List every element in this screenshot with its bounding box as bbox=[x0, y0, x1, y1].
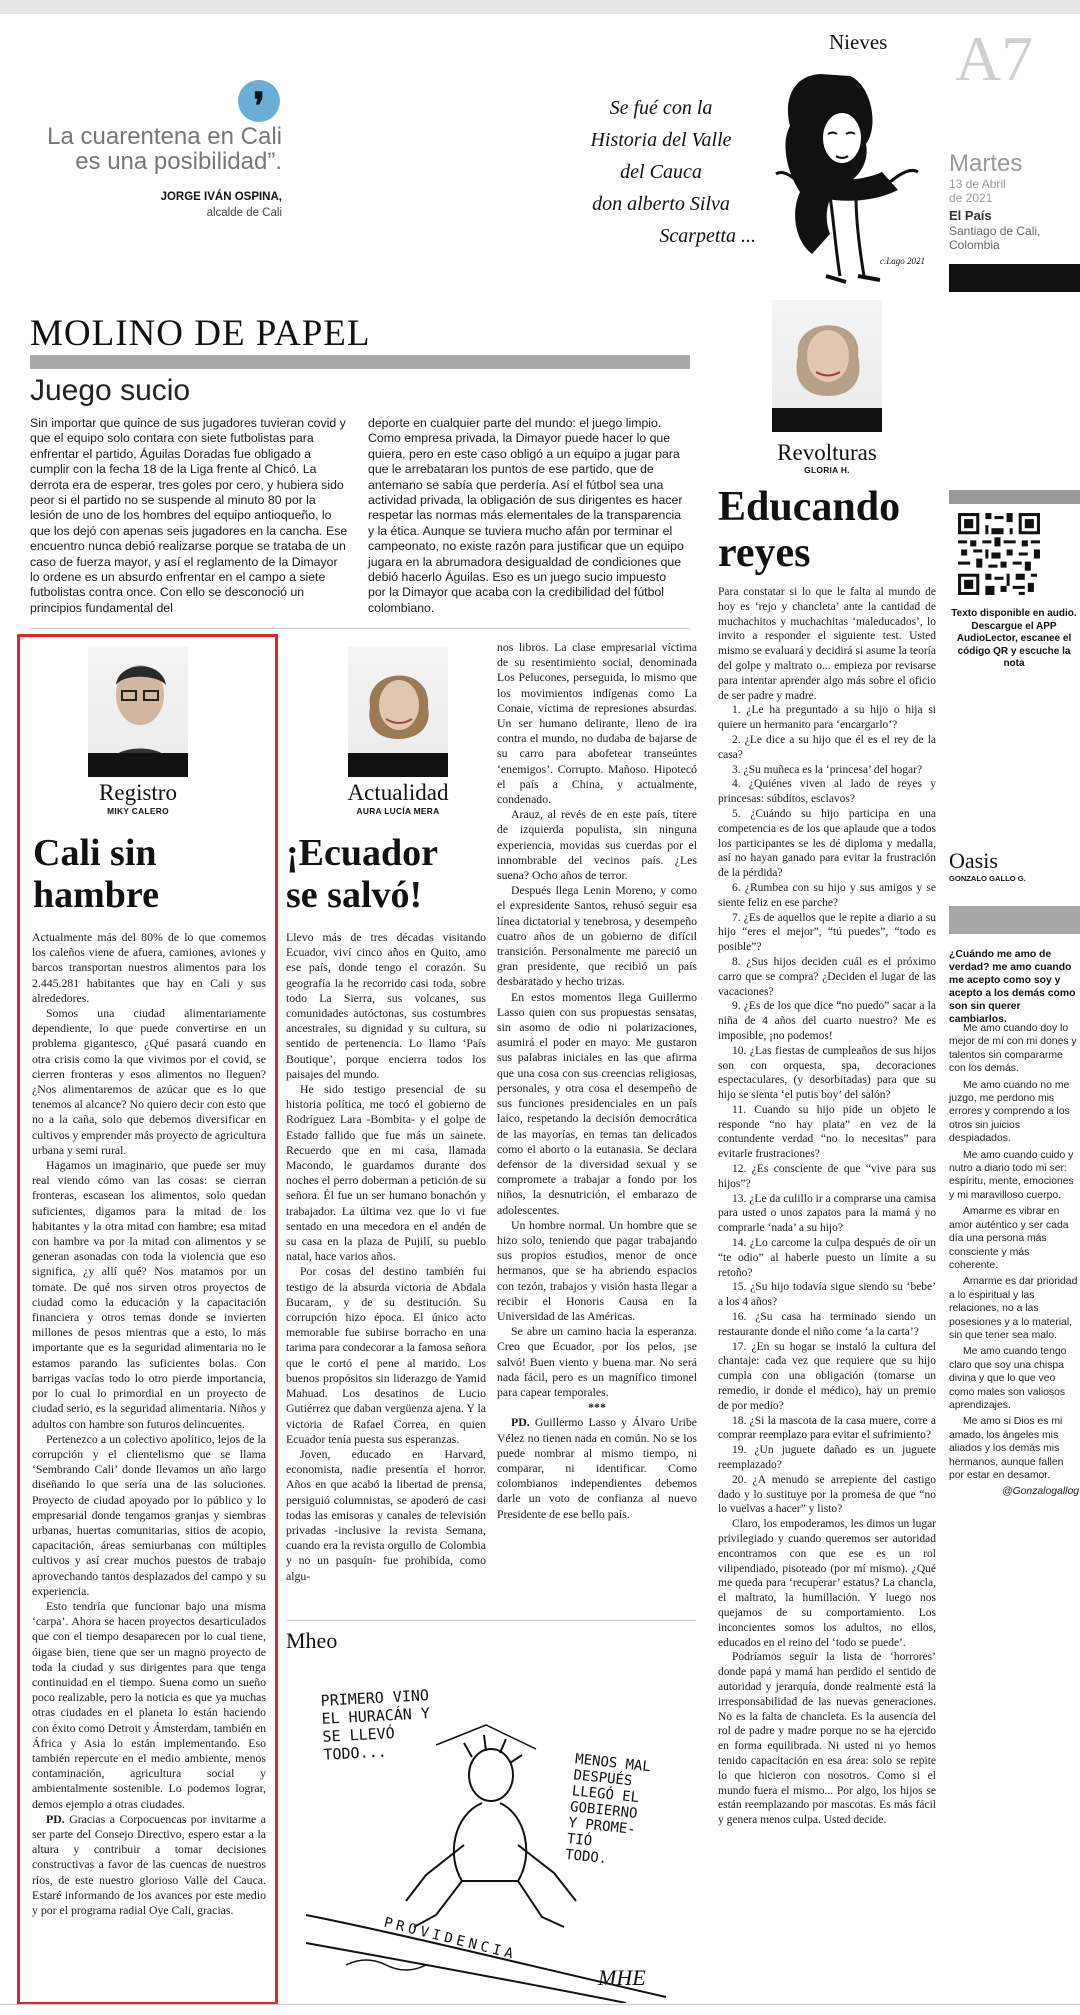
nieves-signature: c.Lago 2021 bbox=[880, 256, 925, 266]
revolturas-question: 14. ¿Lo carcome la culpa después de oír un “te odio” al haberle puesto un límite a su retoño? bbox=[718, 1237, 936, 1279]
oasis-paragraph: Amarme es dar prioridad a lo espiritual y las relaciones, no a las posesiones y a lo material, sin que tener sea malo. bbox=[949, 1276, 1078, 1341]
actualidad-column-name: Actualidad bbox=[347, 780, 449, 805]
registro-photo-bar bbox=[88, 753, 188, 777]
revolturas-question: 12. ¿Es consciente de que “vive para sus hijos”? bbox=[718, 1163, 936, 1190]
section-tag: Nieves bbox=[829, 30, 888, 54]
registro-body bbox=[32, 930, 266, 1918]
oasis-paragraph: Me amo cuando doy lo mejor de mí con mi dones y talentos sin compararme con los demás. bbox=[949, 1023, 1077, 1075]
oasis-paragraph: Me amo cuando cuido y nutro a diario todo mi ser: espíritu, mente, emociones y mi maravilloso cuerpo. bbox=[949, 1149, 1074, 1201]
actualidad-title-line: ¡Ecuador bbox=[286, 832, 438, 874]
actualidad-paragraph: Se abre un camino hacia la esperanza. Creo que Ecuador, por los pelos, ¡se salvó! Buen viento y buena mar. No será nada fácil, pero es un magnífico timonel para capear temporales. bbox=[497, 1324, 697, 1399]
revolturas-photo-bar bbox=[772, 408, 882, 432]
nieves-cartoon-text bbox=[556, 92, 766, 252]
revolturas-question: 6. ¿Rumbea con su hijo y sus amigos y se siente feliz en ese parche? bbox=[718, 881, 936, 909]
revolturas-question: 8. ¿Sus hijos deciden cuál es el próximo carro que se compra? ¿Deciden el lugar de las vacaciones? bbox=[718, 955, 936, 998]
revolturas-question: 16. ¿Su casa ha terminado siendo un restaurante donde el niño come ‘a la carta’? bbox=[718, 1311, 936, 1338]
actualidad-pd bbox=[497, 1415, 697, 1521]
revolturas-question: 1. ¿Le ha preguntado a su hijo o hija si quiere un hermanito para ‘encargarlo’? bbox=[718, 704, 936, 732]
revolturas-question: 10. ¿Las fiestas de cumpleaños de sus hijos son con orquesta, spa, decoraciones espectaculares, (y desorbitadas) para que su hijo se sienta ‘el putis boy’ del salón? bbox=[718, 1044, 936, 1102]
quote-author: JORGE IVÁN OSPINA, bbox=[160, 191, 282, 203]
actualidad-column-1 bbox=[286, 930, 486, 1584]
revolturas-title-line: reyes bbox=[718, 530, 811, 576]
actualidad-title bbox=[286, 832, 438, 916]
revolturas-author: GLORIA H. bbox=[804, 465, 850, 475]
qr-top-bar bbox=[949, 490, 1080, 504]
molino-column-1: Sin importar que quince de sus jugadores tuvieran covid y que el equipo solo contara con siete futbolistas para enfrentar el partido, Águilas Doradas fue obligado a cumplir con la fecha 18 de la Liga frente al Chicó. La derrota era de esperar, tres goles por cero, y hubiera sido peor si el partido no se suspende al minuto 80 por la lesión de uno de los hombres del equipo antioqueño, lo que los dejó con apenas seis jugadores en la cancha. Ese encuentro nunca debió realizarse porque se trataba de un caso de fuerza mayor, y así el reglamento de la Dimayor lo ordene es un absurdo enfrentar en el campo a siete futbolistas contra once. Con ello se desconoció un principios fundamental del bbox=[30, 416, 348, 615]
revolturas-paragraph: Claro, los empoderamos, les dimos un lugar privilegiado y cuando queremos ser autoridad encontramos con que ese es un rol vilipendiado, pisoteado (por mí mismo). ¿Qué me queda para ‘recuperar’ estatus? La chancla, el maltrato, la humillación. Y luego nos quejamos de su comportamiento. Los inconcientes somos los adultos, no ellos, educados en el reino del ‘todo se puede’. bbox=[718, 1518, 936, 1649]
oasis-lead: ¿Cuándo me amo de verdad? me amo cuando me acepto como soy y acepto a los demás como son sin querer cambiarlos. bbox=[949, 949, 1076, 1025]
top-strip bbox=[0, 0, 1080, 14]
molino-column-name: MOLINO DE PAPEL bbox=[30, 313, 371, 354]
nieves-line: don alberto Silva bbox=[592, 193, 730, 215]
nieves-line: Scarpetta ... bbox=[659, 225, 756, 247]
date-weekday: Martes bbox=[949, 150, 1023, 177]
revolturas-question: 9. ¿Es de los que dice “no puedo” sacar a la niña de 4 años del cuarto nuestro? Me es imposible, ¡no podemos! bbox=[718, 1000, 936, 1042]
actualidad-pd-label: PD. bbox=[511, 1415, 530, 1430]
registro-author: MIKY CALERO bbox=[107, 806, 169, 816]
revolturas-question: 2. ¿Le dice a su hijo que él es el rey de la casa? bbox=[718, 733, 936, 761]
date-day bbox=[949, 177, 1006, 205]
qr-code-icon[interactable] bbox=[955, 510, 1043, 598]
revolturas-paragraph: Para constatar si lo que le falta al mundo de hoy es ‘rejo y chancleta’ ante la cantidad de muchachitos y muchachitas ‘maleducados’, lo invito a responder el siguiente test. Usted mismo se evaluará y decidirá si asume la teoría del golpe y maltrato o... empieza por revisarse para intentar aprender algo más sobre el oficio de ser padre y madre. bbox=[718, 586, 936, 702]
qr-caption: Texto disponible en audio. Descargue el APP AudioLector, escanee el código QR y escuche la nota bbox=[951, 608, 1077, 669]
oasis-column-name: Oasis bbox=[949, 848, 998, 873]
nieves-line: Se fué con la bbox=[609, 97, 713, 119]
revolturas-body bbox=[718, 585, 936, 1828]
registro-title-line: Cali sin bbox=[33, 832, 157, 874]
registro-title bbox=[33, 832, 159, 916]
nieves-line: Historia del Valle bbox=[590, 129, 732, 151]
revolturas-question: 7. ¿Es de aquellos que le repite a diario a su hijo “eres el mejor”, “tú puedes”, “todo es posible”? bbox=[718, 911, 936, 954]
actualidad-column-2 bbox=[497, 640, 697, 1522]
oasis-grey-bar bbox=[949, 906, 1080, 934]
oasis-body bbox=[949, 1022, 1079, 1499]
registro-pd bbox=[32, 1812, 266, 1918]
actualidad-title-line: se salvó! bbox=[286, 874, 423, 916]
registro-pd-label: PD. bbox=[46, 1811, 65, 1826]
actualidad-paragraph: Arauz, al revés de en este país, títere de izquierda populista, sin ninguna experiencia, movidas sus cuerdas por el innombrable del vecinos país. ¿Les suena? Ocho años de terror. bbox=[497, 807, 697, 883]
revolturas-question: 20. ¿A menudo se arrepiente del castigo dado y lo sustituye por la promesa de que “no lo vuelvas a hacer” y listo? bbox=[718, 1473, 936, 1516]
mheo-cartoon bbox=[286, 1665, 696, 2003]
actualidad-paragraph: En estos momentos llega Guillermo Lasso quien con sus propuestas sensatas, sin asomo de odio ni polarizaciones, asumirá el poder en mayo. Me gustaron sus palabras iniciales en las que afirma que una cosa con sus creencias religiosas, personales, y otra cosa el desempeño de sus funciones presidenciales en un país laico, respetando la decisión democrática de las mayorías, en temas tan delicados como el aborto o la eutanasia. Se declara defensor de la diversidad sexual y se compromete a trabajar a fondo por los niños, la desnutrición, el embarazo de adolescentes. bbox=[497, 989, 697, 1217]
registro-paragraph: Hagamos un imaginario, que puede ser muy real viendo cómo van las cosas: se cierran fronteras, escasean los alimentos, solo quedan suficientes, digamos para la mitad de los habitantes y la otra mitad con hambre; esa mitad con hambre va por la mitad con alimentos y se generan asonadas con toda la violencia que eso significa, ¿y allí qué? Nos matamos por un tomate. De qué nos sirven otros proyectos de ciudad como la educación y la capacitación financiera y otros temas donde se invierten millones de pesos mientras que a esto, lo más importante que es la seguridad alimentaria no le estamos parando las suficientes bolas. Con barrigas vacías todo lo otro pierde importancia, por lo cual lo primordial en un proyecto de ciudad serio, es la seguridad alimentaria. Niños y adultos con hambre son futuros delincuentes. bbox=[32, 1158, 266, 1431]
revolturas-question: 18. ¿Si la mascota de la casa muere, corre a comprar reemplazo para evitar el sufrimiento? bbox=[718, 1414, 936, 1442]
molino-title: Juego sucio bbox=[30, 374, 191, 407]
revolturas-title bbox=[718, 484, 900, 576]
registro-paragraph: Pertenezco a un colectivo apolítico, lejos de la corrupción y el clientelismo que se llama ‘Sembrando Cali’ donde llevamos un año largo diseñando lo que sería una de las soluciones. Proyecto de ciudad apoyado por lo público y lo empresarial donde tengamos granjas y siembras urbanas, huertas comunitarias, sitios de acopio, capacitación, áreas semiurbanas con múltiples cultivos y así crear muchos puestos de trabajo aprovechando tantos desplazados del campo y su experiencia. bbox=[32, 1431, 266, 1598]
revolturas-question: 4. ¿Quiénes viven al lado de reyes y princesas: súbditos, esclavos? bbox=[718, 778, 936, 806]
molino-bottom-rule bbox=[30, 628, 690, 629]
quote-line-1: La cuarentena en Cali bbox=[47, 123, 282, 150]
actualidad-paragraph: Después llega Lenin Moreno, y como el expresidente Santos, rehusó seguir esa línea dictatorial y tenebrosa, y desempeño cuatro años de un gobierno de difícil transición. Personalmente me pareció un gran presidente, que recibió un país desbaratado y hecho trizas. bbox=[497, 883, 697, 989]
quote-line-2: es una posibilidad”. bbox=[75, 148, 282, 175]
actualidad-paragraph: Joven, educado en Harvard, economista, nadie presentía el horror. Años en que acabó la libertad de prensa, persiguió columnistas, se apoderó de casi todas las emisoras y canales de televisión privadas -inclusive la revista Semana, cuando era la revista orgullo de Colombia y no un pasquín- fue prohibida, como algu- bbox=[286, 1446, 486, 1583]
registro-title-line: hambre bbox=[33, 874, 159, 916]
oasis-author: GONZALO GALLO G. bbox=[949, 874, 1026, 883]
actualidad-paragraph: nos libros. La clase empresarial víctima de su resentimiento social, denominada Los Pelucones, perseguida, lo mismo que los movimientos indígenas como La Conaie, víctima de represiones absurdas. Un ser humano delirante, lleno de ira contra el mundo, no dudaba de bajarse de su carro para abofetear transeúntes ‘enemigos’. Corrupto. Mañoso. Hipotecó el país a China, y actualmente, condenado. bbox=[497, 640, 697, 807]
quote-icon: ❜ bbox=[238, 80, 280, 122]
revolturas-question: 3. ¿Su muñeca es la ‘princesa’ del hogar? bbox=[732, 763, 923, 776]
revolturas-column-name: Revolturas bbox=[777, 440, 877, 465]
revolturas-question: 5. ¿Cuándo su hijo participa en una competencia es de los que aplaude que a todos los participantes se les dé diploma y medalla, así no hayan ganado para evitar la frustración de la pérdida? bbox=[718, 807, 936, 880]
actualidad-author: AURA LUCÍA MERA bbox=[356, 806, 440, 816]
actualidad-paragraph: He sido testigo presencial de su historia política, me tocó el gobierno de Rodríguez Lara -Bombita- y el golpe de Estado fallido que fue más un sainete. Recuerdo que en mi casa, llamada Macondo, le guardamos durante dos noches el perro doberman a petición de su señora. Él fue un ser humano bonachón y trabajador. La última vez que lo vi fue sentado en una mecedora en el andén de su casa en la plaza de Pujilí, su pueblo natal, hace varios años. bbox=[286, 1082, 486, 1264]
revolturas-paragraph: Podríamos seguir la lista de ‘horrores’ donde papá y mamá han perdido el sentido de autoridad y jerarquía, donde realmente está la irresponsabilidad de las nuevas generaciones. No es la falta de chancleta. Es la ausencia del rol de padre y madre porque no se ha ejercido en forma equilibrada. Ni usted ni yo hemos tenido capacitación en esa área: solo se repite lo que hicieron con nosotros. Como si el mundo fuera el mismo... Por algo, los hijos se están reemplazando por mascotas. Es más fácil y genera menos culpa. Usted decide. bbox=[718, 1651, 936, 1827]
molino-grey-bar bbox=[30, 355, 690, 369]
location bbox=[949, 224, 1040, 252]
oasis-paragraph: Me amo cuando tengo claro que soy una chispa divina y que lo que veo como males son valiosos aprendizajes. bbox=[949, 1346, 1067, 1411]
mheo-label: Mheo bbox=[286, 1628, 338, 1653]
actualidad-pd-text: Guillermo Lasso y Álvaro Uribe Vélez no tienen nada en común. No se los puede nombrar al mismo tiempo, ni comparar, ni identificar. Como colombianos independientes debemos darle un voto de confianza al nuevo Presidente de ese bello país. bbox=[497, 1415, 697, 1521]
mheo-top-rule bbox=[286, 1620, 696, 1621]
molino-column-2: deporte en cualquier parte del mundo: el juego limpio. Como empresa privada, la Dimayor puede hacer lo que quiera, pero en este caso obligó a un equipo a jugar para que le arrebataran los puntos de ese partido, que de antemano se sabía que perdería. Así el fútbol sea una actividad privada, la obligación de sus dirigentes es hacer respetar las normas más elementales de la transparencia y la ética. Aunque se tuviera mucho afán por terminar el campeonato, no existe razón para justificar que un equipo jugara en la abrumadora desigualdad de condiciones que debió hacerlo Águilas. Eso es un juego sucio impuesto por la Dimayor que acaba con la credibilidad del fútbol colombiano. bbox=[368, 416, 684, 615]
mheo-banner: PROVIDENCIA bbox=[382, 1914, 519, 1964]
revolturas-title-line: Educando bbox=[718, 484, 901, 530]
header-dark-bar bbox=[949, 264, 1080, 292]
revolturas-question: 17. ¿En su hogar se instaló la cultura del chantaje: cada vez que requiere que su hijo cumpla con una obligación (tomarse un remedio, ir donde el médico), hay un premio de por medio? bbox=[718, 1340, 936, 1412]
actualidad-paragraph: Un hombre normal. Un hombre que se hizo solo, teniendo que pagar trabajando sus propios estudios, menor de once hermanos, que se ha abriendo espacios con tezón, trabajos y visión hasta llegar a recibir el Honoris Causa en la Universidad de las Américas. bbox=[497, 1217, 697, 1323]
date-day-month: 13 de Abril bbox=[949, 177, 1006, 191]
nieves-line: del Cauca bbox=[620, 161, 702, 183]
registro-pd-text: Gracias a Corpocuencas por invitarme a ser parte del Consejo Directivo, espero estar a la altura y contribuir a tomar decisiones constructivas a favor de las cuencas de nuestros ríos, de este nuestro glorioso Valle del Cauca. Estaré informando de los avances por este medio y por el programa radial Oye Cali, gracias. bbox=[32, 1811, 266, 1917]
revolturas-question: 13. ¿Le da culillo ir a comprarse una camisa para usted o unos zapatos para la mamá y no comprarle ‘nada’ a su hijo? bbox=[718, 1192, 936, 1235]
mheo-bubble-2: MENOS MAL DESPUÉS LLEGÓ EL GOBIERNO Y PROME- TIÓ TODO. bbox=[564, 1751, 652, 1868]
mheo-bubble-1: PRIMERO VINO EL HURACÁN Y SE LLEVÓ TODO... bbox=[320, 1686, 431, 1764]
registro-paragraph: Actualmente más del 80% de lo que comemos los caleños viene de afuera, camiones, aviones y barcos transportan nuestros alimentos para los 2.445.281 habitantes que hay en Cali y sus alrededores. bbox=[32, 930, 266, 1005]
registro-paragraph: Esto tendría que funcionar bajo una misma ‘carpa’. Ahora se hacen proyectos desarticulados que con el tiempo desaparecen por lo cual tiene, óigase bien, tiene que ser un magno proyecto de toda la ciudad y sus dirigentes para que tenga continuidad en el tiempo. Suena como un sueño poco realizable, pero la noticia es que ya muchas otras ciudades en el planeta lo están haciendo con éxito como Detroit y Ámsterdam, también en África y Asia lo están implementando. Eso también repercute en el medio ambiente, menos contaminación, agricultura social y ambientalmente sostenible. Lo podemos lograr, demos ejemplo a otras ciudades. bbox=[32, 1598, 266, 1811]
revolturas-question: 11. Cuando su hijo pide un objeto le responde “no hay plata” en vez de la contundente verdad “no lo necesitas” para evitarle frustraciones? bbox=[718, 1103, 936, 1161]
revolturas-question: 19. ¿Un juguete dañado es un juguete reemplazado? bbox=[718, 1444, 936, 1472]
registro-column-name: Registro bbox=[99, 780, 177, 805]
quote-text bbox=[30, 124, 282, 174]
location-city: Santiago de Cali, bbox=[949, 224, 1041, 238]
revolturas-question: 15. ¿Su hijo todavía sigue siendo su ‘bebe’ a los 4 años? bbox=[718, 1281, 936, 1309]
oasis-handle: @Gonzalogallog bbox=[1002, 1486, 1079, 1498]
page-number: A7 bbox=[955, 23, 1034, 94]
date-year: de 2021 bbox=[949, 191, 993, 205]
actualidad-photo-bar bbox=[348, 753, 448, 777]
actualidad-paragraph: Llevo más de tres décadas visitando Ecuador, viví cinco años en Quito, amo ese país, donde tengo el corazón. Su geografía la he recorrido casi toda, sobre todo La Sierra, sus volcanes, sus comunidades autóctonas, sus costumbres ancestrales, su dignidad y su cultura, su sentido de pertenencia. Lo llamo ‘País Boutique’, porque encierra todos los paisajes del mundo. bbox=[286, 930, 486, 1081]
actualidad-paragraph: Por cosas del destino también fui testigo de la absurda victoria de Abdala Bucaram, y de su destitución. Su corrupción hizo época. El único acto memorable fue subirse borracho en una tarima para condecorar a la famosa señora que le cortó el pene al marido. Los buenos propósitos sin liderazgo de Yamid Mahuad. Los desatinos de Lucio Gutiérrez que daban vergüenza ajena. Y la victoria de Rafael Correa, en quien Ecuador tenía puesta sus esperanzas. bbox=[286, 1264, 486, 1446]
oasis-paragraph: Me amo si Dios es mi amado, los ángeles mis aliados y los demás mis hermanos, aunque fallen por estar en desamor. bbox=[949, 1416, 1064, 1481]
mheo-signature: MHE bbox=[598, 1965, 646, 1990]
newspaper-name: El País bbox=[949, 208, 992, 223]
quote-author-role: alcalde de Cali bbox=[206, 207, 282, 219]
registro-paragraph: Somos una ciudad alimentariamente dependiente, lo que puede convertirse en un problema gigantesco, ¿Qué pasará cuando en otra crisis como la que vivimos por el covid, se cierren fronteras y esos alimentos no lleguen? ¿Nos alimentaremos de azúcar que es lo que tenemos al alcance? No quiero decir con esto que no a la caña, solo que debemos diversificar en cultivos y emprender más proyecto de agricultura urbana y semi rural. bbox=[32, 1006, 266, 1157]
oasis-paragraph: Me amo cuando no me juzgo, me perdono mis errores y comprendo a los otros sin juicios despiadados. bbox=[949, 1079, 1070, 1145]
location-country: Colombia bbox=[949, 238, 1000, 252]
actualidad-separator: *** bbox=[588, 1400, 606, 1415]
page-bottom-rule bbox=[0, 2004, 1080, 2005]
oasis-paragraph: Amarme es vibrar en amor auténtico y ser cada día una persona más consciente y más coherente. bbox=[949, 1206, 1069, 1271]
